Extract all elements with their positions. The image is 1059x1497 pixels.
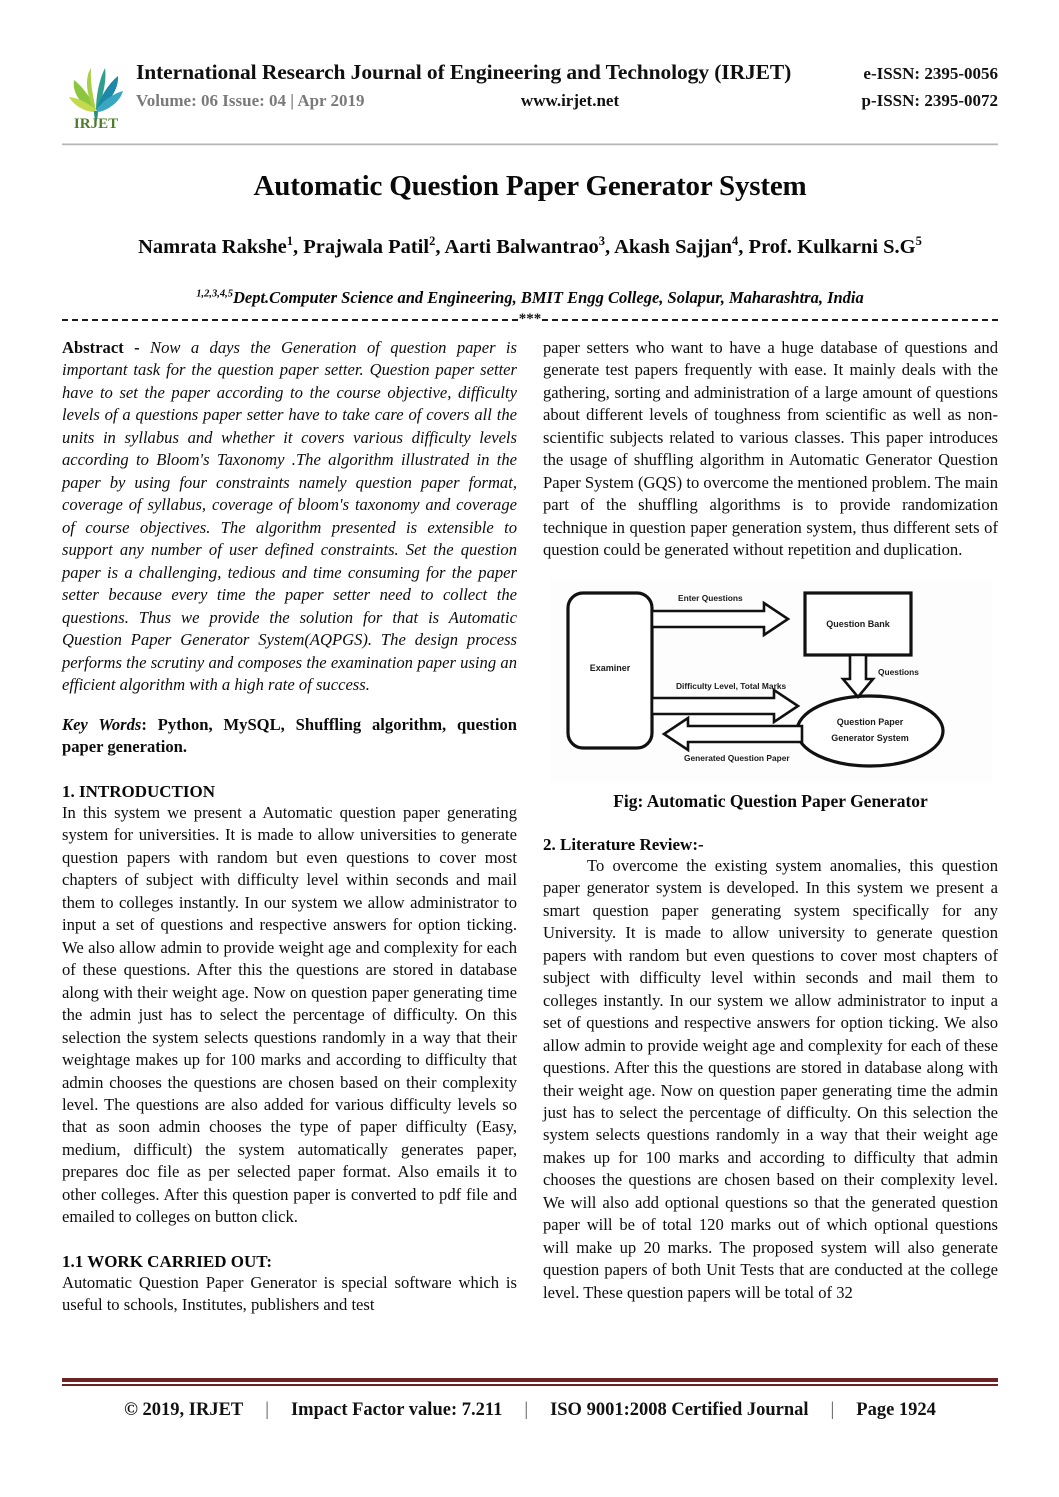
keywords-paragraph: [62, 714, 517, 759]
system-architecture-diagram: [550, 579, 992, 783]
separator-stars: [62, 313, 998, 327]
footer-content: [62, 1400, 998, 1421]
diagram-label-examiner: Examiner: [589, 662, 630, 673]
diagram-label-question-bank: Question Bank: [825, 618, 890, 629]
diagram-arrow-generated-question-paper: [664, 718, 802, 750]
diagram-arrowlabel-enter-questions: Enter Questions: [677, 592, 743, 603]
section-separator: [62, 313, 998, 329]
work-carried-out-paragraph: Automatic Question Paper Generator is special software which is useful to schools, Institutes, publishers and test: [62, 1272, 517, 1315]
footer-impact-factor: Impact Factor value: 7.211: [290, 1400, 503, 1420]
footer-copyright: © 2019, IRJET: [124, 1400, 244, 1420]
footer-rule-thin: [62, 1384, 998, 1386]
irjet-wordmark: IRJET: [73, 116, 119, 132]
introduction-paragraph: In this system we present a Automatic question paper generating system for universities. It is made to allow universities to generate question papers with random but even questions to cover most chapters of subject with difficulty level within seconds and mail them to colleges instantly. In our system we allow administrator to input a set of questions and respective answers for option ticking. We also allow admin to provide weight age and complexity for each of these questions. After this the questions are stored in database along with their weight age. Now on question paper generating time the admin just has to select the percentage of difficulty. On this selection the system selects questions randomly in a way that their weightage makes up for 100 marks and according to difficulty that admin chooses the questions are chosen based on their complexity level. The questions are also added for various difficulty levels so that as soon admin chooses the type of paper difficulty (Easy, medium, difficult) the system automatically generates paper, prepares doc file as per selected paper format. Also emails it to other colleges. After this question paper is converted to pdf file and emailed to colleges on button click.: [62, 802, 517, 1227]
separator-stars-text: ***: [518, 312, 542, 327]
p-issn: p-ISSN: 2395-0072: [861, 91, 998, 110]
literature-review-paragraph: To overcome the existing system anomalies, this question paper generator system is developed. In this system we present a smart question paper generating system specifically for any University. It is made to allow university to generate question papers with random but even questions to cover most chapters of subject with difficulty level within seconds and mail them to colleges instantly. In our system we allow administrator to input a set of questions and respective answers for option ticking. We also allow admin to provide weight age and complexity for each of these questions. After this the questions are stored in database along with their weight age. Now on question paper generating time the admin just has to select the percentage of difficulty. On this selection the system selects questions randomly in a way that their weight age makes up for 100 marks and according to difficulty that admin chooses the questions are chosen based on their complexity level. We will also add optional questions so that the generated question paper will be of total 120 marks out of which optional questions will make up 20 marks. The proposed system will also generate question papers of both Unit Tests that are conducted at the college level. These question papers will be total of 32: [543, 855, 998, 1302]
footer-page-number: Page 1924: [856, 1400, 936, 1420]
abstract-paragraph: [62, 337, 517, 697]
two-column-body: [62, 337, 998, 1317]
diagram-arrow-enter-questions: [652, 603, 788, 635]
figure-block: [543, 579, 998, 812]
author-list: Namrata Rakshe$^1$, Prajwala Patil$^2$, Aarti Balwantrao$^3$, Akash Sajjan$^4$, Prof. Kulkarni $S.G^5$: [138, 234, 922, 258]
journal-title: International Research Journal of Engineering and Technology (IRJET): [136, 60, 792, 84]
abstract-label: Abstract -: [62, 337, 151, 357]
volume-issue-date: Volume: 06 Issue: 04 | Apr 2019: [136, 91, 365, 110]
page-title: Automatic Question Paper Generator System: [253, 170, 807, 202]
keywords-text: : Python, MySQL, Shuffling algorithm, question paper generation.: [62, 714, 517, 757]
author-affiliation: $^{1,2,3,4,5}$Dept.Computer Science and Engineering, BMIT Engg College, Solapur, Maharashtra, India: [196, 287, 864, 307]
diagram-arrowlabel-difficulty-level: Difficulty Level, Total Marks: [675, 680, 786, 691]
abstract-text: Now a days the Generation of question paper is important task for the question paper setter. Question paper setter have to set the paper according to the course objective, difficulty levels of a questions paper setter have to take care of covers all the units in syllabus and whether it covers various difficulty levels according to Bloom's Taxonomy .The algorithm illustrated in the paper by using four constraints namely question paper format, coverage of syllabus, coverage of bloom's taxonomy and coverage of course objectives. The algorithm presented is extensible to support any number of user defined constraints. Set the question paper is a challenging, tedious and time consuming for the paper setter because every time the paper setter need to collect the questions. Thus we provide the solution for that is Automatic Question Paper Generator System(AQPGS). The design process performs the scrutiny and composes the examination paper using an efficient algorithm with a high rate of success.: [62, 337, 518, 695]
page-footer: [62, 1378, 998, 1421]
footer-certification: ISO 9001:2008 Certified Journal: [550, 1400, 809, 1420]
diagram-arrowlabel-questions: Questions: [877, 666, 919, 677]
diagram-arrow-questions: [843, 655, 873, 697]
heading-literature-review: 2. Literature Review:-: [543, 834, 704, 854]
journal-website-link[interactable]: www.irjet.net: [520, 91, 620, 110]
footer-divider-3: |: [830, 1400, 835, 1420]
keywords-label: Key Words: [62, 714, 142, 734]
heading-work-carried-out: 1.1 WORK CARRIED OUT:: [62, 1251, 272, 1271]
right-column: [543, 337, 998, 1317]
heading-introduction: 1. INTRODUCTION: [62, 781, 216, 801]
journal-masthead: [62, 58, 998, 136]
footer-divider-2: |: [524, 1400, 529, 1420]
irjet-logo-icon: [62, 58, 130, 134]
diagram-arrow-difficulty-level: [652, 690, 798, 722]
e-issn: e-ISSN: 2395-0056: [863, 64, 998, 83]
diagram-node-generator-system: [797, 696, 943, 766]
page-content: [62, 58, 998, 1317]
footer-divider-1: |: [265, 1400, 269, 1420]
diagram-arrowlabel-generated-question-paper: Generated Question Paper: [683, 752, 790, 763]
left-column: [62, 337, 517, 1317]
masthead-divider: [62, 143, 998, 146]
figure-caption: Fig: Automatic Question Paper Generator: [613, 790, 928, 811]
diagram-label-generator-line1: Question Paper: [836, 716, 903, 727]
continued-paragraph: paper setters who want to have a huge database of questions and generate test papers frequently with ease. It mainly deals with the gathering, sorting and administration of a large amount of questions about different levels of toughness from scientific as well as non-scientific subjects related to various classes. This paper introduces the usage of shuffling algorithm in Automatic Generator Question Paper System (GQS) to overcome the mentioned problem. The main part of the shuffling algorithms is to provide randomization technique in question paper generation system, thus different sets of question could be generated without repetition and duplication.: [543, 337, 998, 560]
diagram-label-generator-line2: Generator System: [830, 732, 909, 743]
